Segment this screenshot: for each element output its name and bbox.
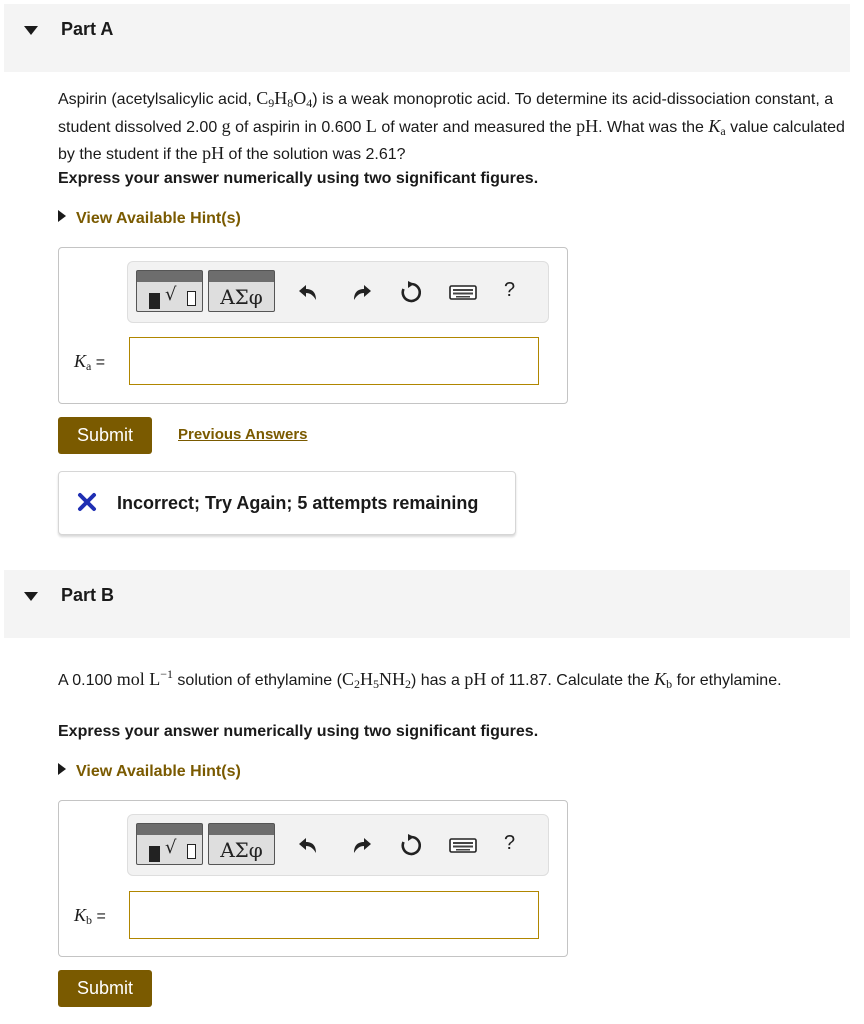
- incorrect-x-icon: [77, 492, 97, 512]
- ka-answer-input[interactable]: [129, 337, 539, 385]
- feedback-message: Incorrect; Try Again; 5 attempts remaining: [117, 493, 479, 513]
- keyboard-icon[interactable]: [448, 279, 478, 305]
- undo-icon[interactable]: [296, 279, 322, 305]
- greek-symbols-label: ΑΣφ: [220, 838, 263, 862]
- expand-triangle-icon: [58, 763, 66, 775]
- part-b-title: Part B: [61, 585, 115, 605]
- part-b-instruction: Express your answer numerically using two significant figures.: [58, 723, 539, 740]
- keyboard-icon[interactable]: [448, 832, 478, 858]
- ka-label: $K_a$ =: [74, 351, 106, 373]
- radical-icon: √: [165, 284, 177, 305]
- reset-icon[interactable]: [398, 832, 424, 858]
- template-block-icon: [149, 846, 160, 862]
- previous-answers-link[interactable]: Previous Answers: [178, 426, 308, 443]
- redo-icon[interactable]: [348, 832, 374, 858]
- kb-label: $K_b$ =: [74, 905, 106, 927]
- part-a-instruction: Express your answer numerically using two significant figures.: [58, 170, 539, 187]
- kb-answer-input[interactable]: [129, 891, 539, 939]
- template-box-icon: [187, 291, 196, 306]
- redo-icon[interactable]: [348, 279, 374, 305]
- collapse-triangle-icon[interactable]: [24, 592, 38, 601]
- templates-button[interactable]: [136, 823, 203, 865]
- math-toolbar: [127, 814, 549, 876]
- radical-icon: √: [165, 837, 177, 858]
- undo-icon[interactable]: [296, 832, 322, 858]
- help-icon[interactable]: ?: [504, 832, 516, 854]
- templates-button[interactable]: [136, 270, 203, 312]
- part-b-answer-box: [58, 800, 568, 957]
- greek-symbols-label: ΑΣφ: [220, 285, 263, 309]
- math-toolbar: [127, 261, 549, 323]
- part-a-question: Aspirin (acetylsalicylic acid, $C_9H_8O_4$) is a weak monoprotic acid. To determine its acid-dissociation constant, a student dissolved 2.00 g of aspirin in 0.600 L of water and measured the pH. What was the $K_a$ value calculated by the student if the pH of the solution was 2.61?: [58, 88, 845, 163]
- part-b-submit-button[interactable]: Submit: [58, 970, 152, 1007]
- part-b-hint-toggle[interactable]: View Available Hint(s): [58, 763, 241, 781]
- part-a-submit-button[interactable]: Submit: [58, 417, 152, 454]
- part-b-question: A 0.100 mol $L^{-1}$ solution of ethylamine $(C_2H_5NH_2)$ has a pH of 11.87. Calculate the $K_b$ for ethylamine.: [58, 667, 782, 691]
- incorrect-feedback: [58, 471, 516, 535]
- reset-icon[interactable]: [398, 279, 424, 305]
- symbols-button[interactable]: [208, 270, 275, 312]
- collapse-triangle-icon[interactable]: [24, 26, 38, 35]
- symbols-button[interactable]: [208, 823, 275, 865]
- part-a-title: Part A: [61, 19, 114, 39]
- part-a-header[interactable]: [4, 4, 850, 72]
- part-b-header[interactable]: [4, 570, 850, 638]
- part-a-hint-toggle[interactable]: View Available Hint(s): [58, 210, 241, 228]
- expand-triangle-icon: [58, 210, 66, 222]
- part-a-answer-box: [58, 247, 568, 404]
- template-box-icon: [187, 844, 196, 859]
- template-block-icon: [149, 293, 160, 309]
- help-icon[interactable]: ?: [504, 279, 516, 301]
